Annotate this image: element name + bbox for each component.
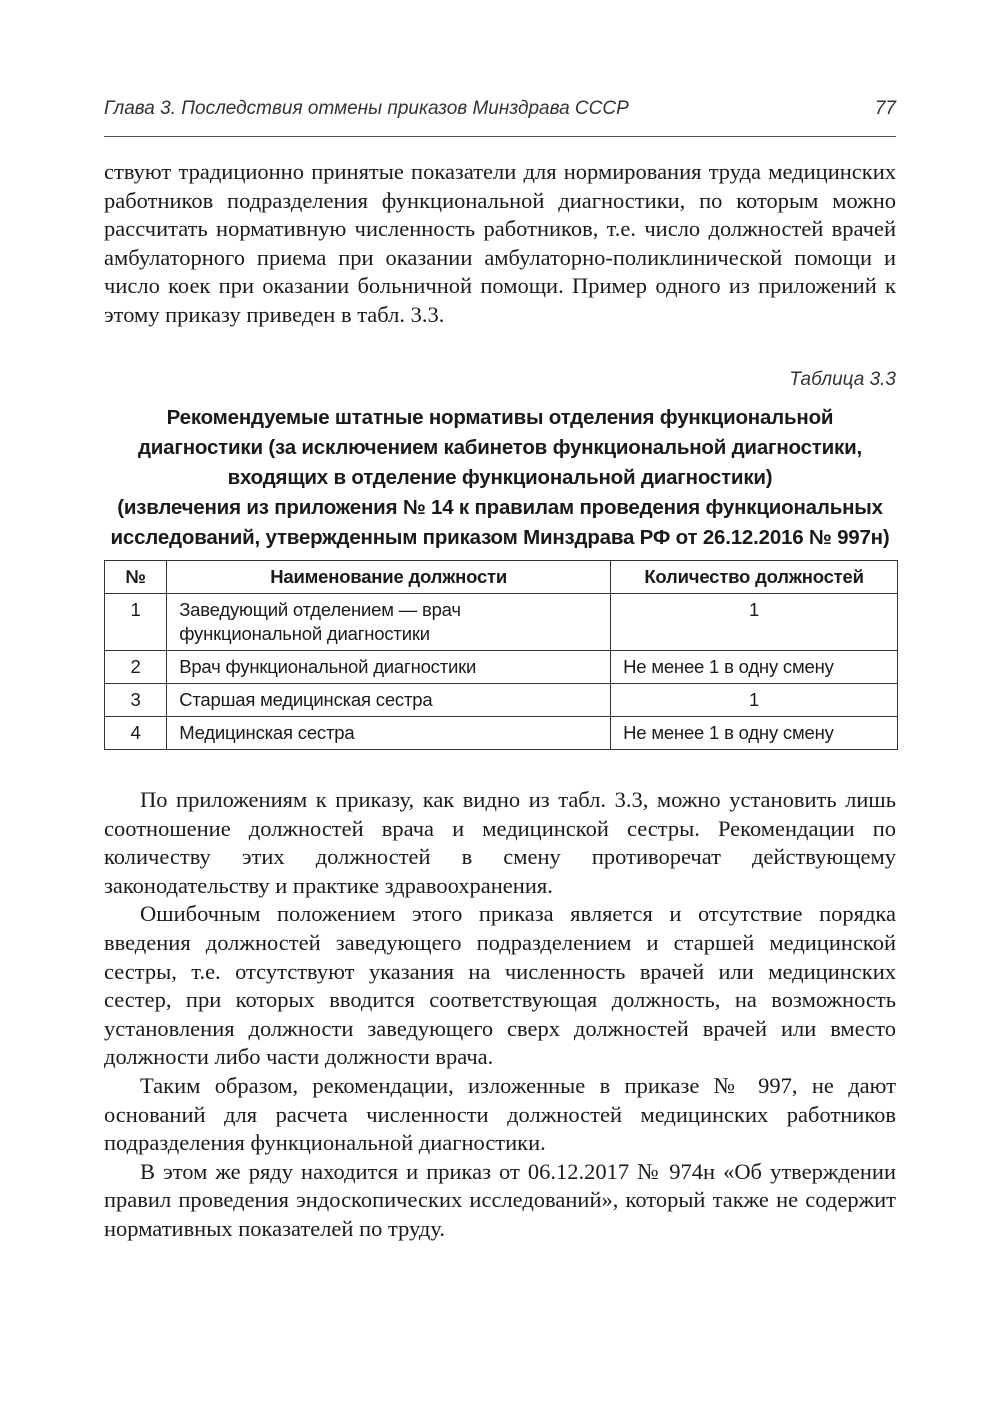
position-name: Врач функциональной диагностики <box>167 651 611 684</box>
body-paragraph: В этом же ряду находится и приказ от 06.12.2017 № 974н «Об утверждении правил проведения эндоскопических исследований», который также не содержит нормативных показателей по труду. <box>104 1158 896 1241</box>
table-title-line: (извлечения из приложения № 14 к правилам проведения функциональных <box>117 496 883 519</box>
position-name: Старшая медицинская сестра <box>167 684 611 717</box>
table-title-line: диагностики (за исключением кабинетов функциональной диагностики, <box>137 436 863 459</box>
page-number: 77 <box>874 98 896 119</box>
table-title-line: Рекомендуемые штатные нормативы отделения функциональной <box>166 406 834 429</box>
column-header-quantity: Количество должностей <box>611 561 898 594</box>
table-row <box>105 684 898 717</box>
table-row <box>105 717 898 750</box>
table-title-line: исследований, утвержденным приказом Минздрава РФ от 26.12.2016 № 997н) <box>110 526 890 549</box>
row-number: 4 <box>105 717 167 750</box>
table-row <box>105 651 898 684</box>
running-head <box>104 96 896 137</box>
table-label: Таблица 3.3 <box>789 369 896 390</box>
table-row <box>105 594 898 651</box>
table-header-row <box>105 561 898 594</box>
position-name: Заведующий отделением — врач функциональной диагностики <box>167 594 611 651</box>
staffing-table <box>104 560 898 750</box>
column-header-number: № <box>105 561 167 594</box>
body-text <box>104 786 896 1244</box>
position-quantity: 1 <box>611 594 898 651</box>
table-title <box>104 403 896 553</box>
position-name: Медицинская сестра <box>167 717 611 750</box>
row-number: 2 <box>105 651 167 684</box>
body-paragraph: Таким образом, рекомендации, изложенные в приказе № 997, не дают оснований для расчета численности должностей медицинских работников подразделения функциональной диагностики. <box>104 1072 896 1156</box>
body-paragraph: По приложениям к приказу, как видно из табл. 3.3, можно установить лишь соотношение должностей врача и медицинской сестры. Рекомендации по количеству этих должностей в смену противоречат действующему законодательству и практике здравоохранения. <box>104 787 896 898</box>
row-number: 1 <box>105 594 167 651</box>
body-paragraph: Ошибочным положением этого приказа является и отсутствие порядка введения должностей заведующего подразделением и старшей медицинской сестры, т.е. отсутствуют указания на численность врачей или медицинских сестер, при которых вводится соответствующая должность, на возможность установления должности заведующего сверх должностей врачей или вместо должности либо части должности врача. <box>104 901 896 1070</box>
position-quantity: Не менее 1 в одну смену <box>611 651 898 684</box>
table-title-line: входящих в отделение функциональной диагностики) <box>227 466 773 489</box>
position-quantity: Не менее 1 в одну смену <box>611 717 898 750</box>
column-header-position: Наименование должности <box>167 561 611 594</box>
intro-text <box>104 158 896 330</box>
intro-paragraph: ствуют традиционно принятые показатели для нормирования труда медицинских работников подразделения функциональной диагностики, по которым можно рассчитать нормативную численность работников, т.е. число должностей врачей амбулаторного приема при оказании амбулаторно-поликлинической помощи и число коек при оказании больничной помощи. Пример одного из приложений к этому приказу приведен в табл. 3.3. <box>104 159 896 327</box>
position-quantity: 1 <box>611 684 898 717</box>
row-number: 3 <box>105 684 167 717</box>
chapter-title: Глава 3. Последствия отмены приказов Минздрава СССР <box>104 98 629 119</box>
